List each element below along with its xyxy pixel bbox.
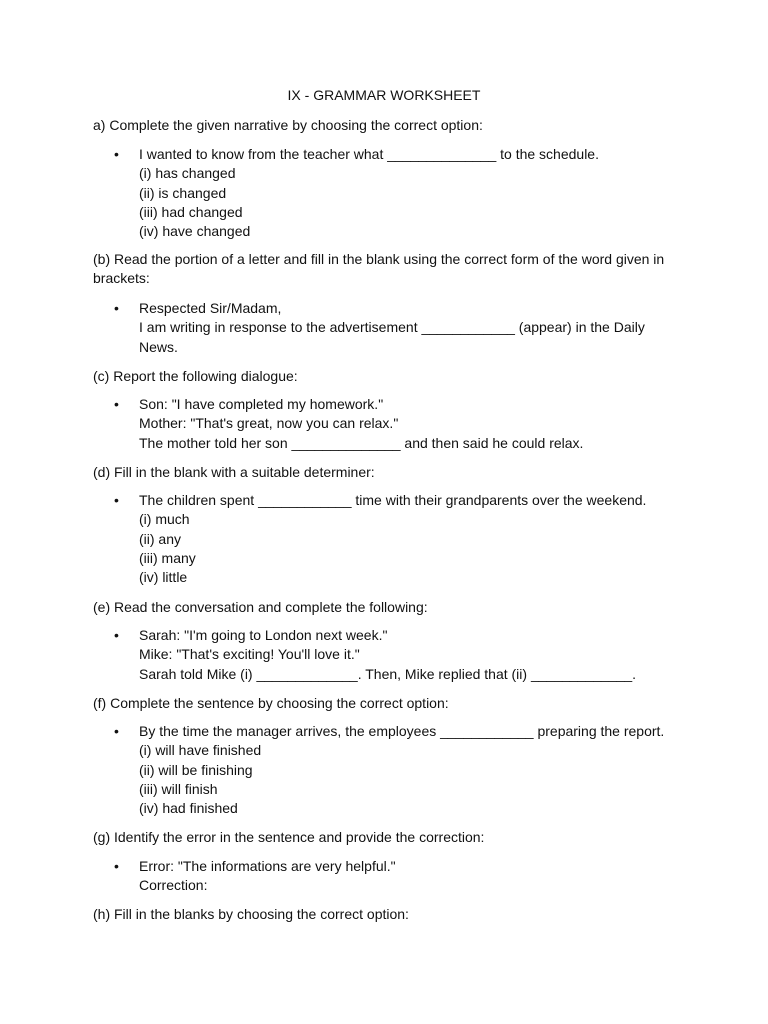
option-line: (ii) will be finishing bbox=[139, 761, 253, 778]
conversation-line: Sarah told Mike (i) _____________. Then, Mike replied that (ii) _____________. bbox=[139, 665, 637, 682]
bullet-d: • bbox=[114, 492, 119, 508]
question-g: (g) Identify the error in the sentence and provide the correction: bbox=[93, 829, 485, 845]
bullet-e: • bbox=[114, 627, 119, 643]
question-h: (h) Fill in the blanks by choosing the correct option: bbox=[93, 906, 409, 922]
question-line: The children spent ____________ time with their grandparents over the weekend. bbox=[139, 492, 647, 508]
letter-line: Respected Sir/Madam, bbox=[139, 300, 282, 316]
bullet-a: • bbox=[114, 146, 119, 162]
option-line: (i) will have finished bbox=[139, 742, 262, 759]
option-line: (ii) is changed bbox=[139, 184, 227, 201]
option-line: (iv) had finished bbox=[139, 800, 238, 817]
worksheet-title: IX - GRAMMAR WORKSHEET bbox=[287, 87, 481, 103]
item-g bbox=[139, 857, 699, 896]
dialogue-line: Mother: "That's great, now you can relax." bbox=[139, 415, 399, 432]
option-line: (i) has changed bbox=[139, 165, 236, 182]
correction-line: Correction: bbox=[139, 877, 208, 894]
item-b bbox=[139, 299, 699, 357]
option-line: (iv) little bbox=[139, 569, 188, 586]
question-line: I wanted to know from the teacher what ______________ to the schedule. bbox=[139, 146, 599, 162]
conversation-line: Sarah: "I'm going to London next week." bbox=[139, 627, 388, 643]
bullet-g: • bbox=[114, 858, 119, 874]
option-line: (iv) have changed bbox=[139, 223, 251, 240]
question-c: (c) Report the following dialogue: bbox=[93, 368, 298, 384]
question-e: (e) Read the conversation and complete the following: bbox=[93, 599, 428, 615]
question-f: (f) Complete the sentence by choosing the correct option: bbox=[93, 695, 449, 711]
item-d bbox=[139, 491, 699, 587]
dialogue-line: The mother told her son ______________ and then said he could relax. bbox=[139, 434, 584, 451]
question-line: By the time the manager arrives, the employees ____________ preparing the report. bbox=[139, 723, 665, 739]
question-b: (b) Read the portion of a letter and fill in the blank using the correct form of the word given in brackets: bbox=[93, 251, 665, 287]
option-line: (iii) will finish bbox=[139, 780, 218, 797]
bullet-c: • bbox=[114, 396, 119, 412]
item-a bbox=[139, 145, 699, 241]
question-d: (d) Fill in the blank with a suitable determiner: bbox=[93, 464, 375, 480]
item-f bbox=[139, 722, 699, 818]
letter-line: News. bbox=[139, 338, 178, 355]
option-line: (iii) many bbox=[139, 549, 196, 566]
conversation-line: Mike: "That's exciting! You'll love it." bbox=[139, 646, 360, 663]
question-a: a) Complete the given narrative by choosing the correct option: bbox=[93, 117, 483, 133]
item-c bbox=[139, 395, 699, 453]
dialogue-line: Son: "I have completed my homework." bbox=[139, 396, 384, 412]
option-line: (iii) had changed bbox=[139, 203, 243, 220]
item-e bbox=[139, 626, 699, 684]
bullet-b: • bbox=[114, 300, 119, 316]
letter-line: I am writing in response to the advertisement ____________ (appear) in the Daily bbox=[139, 319, 645, 336]
bullet-f: • bbox=[114, 723, 119, 739]
option-line: (ii) any bbox=[139, 530, 182, 547]
option-line: (i) much bbox=[139, 511, 190, 528]
error-line: Error: "The informations are very helpful." bbox=[139, 858, 396, 874]
